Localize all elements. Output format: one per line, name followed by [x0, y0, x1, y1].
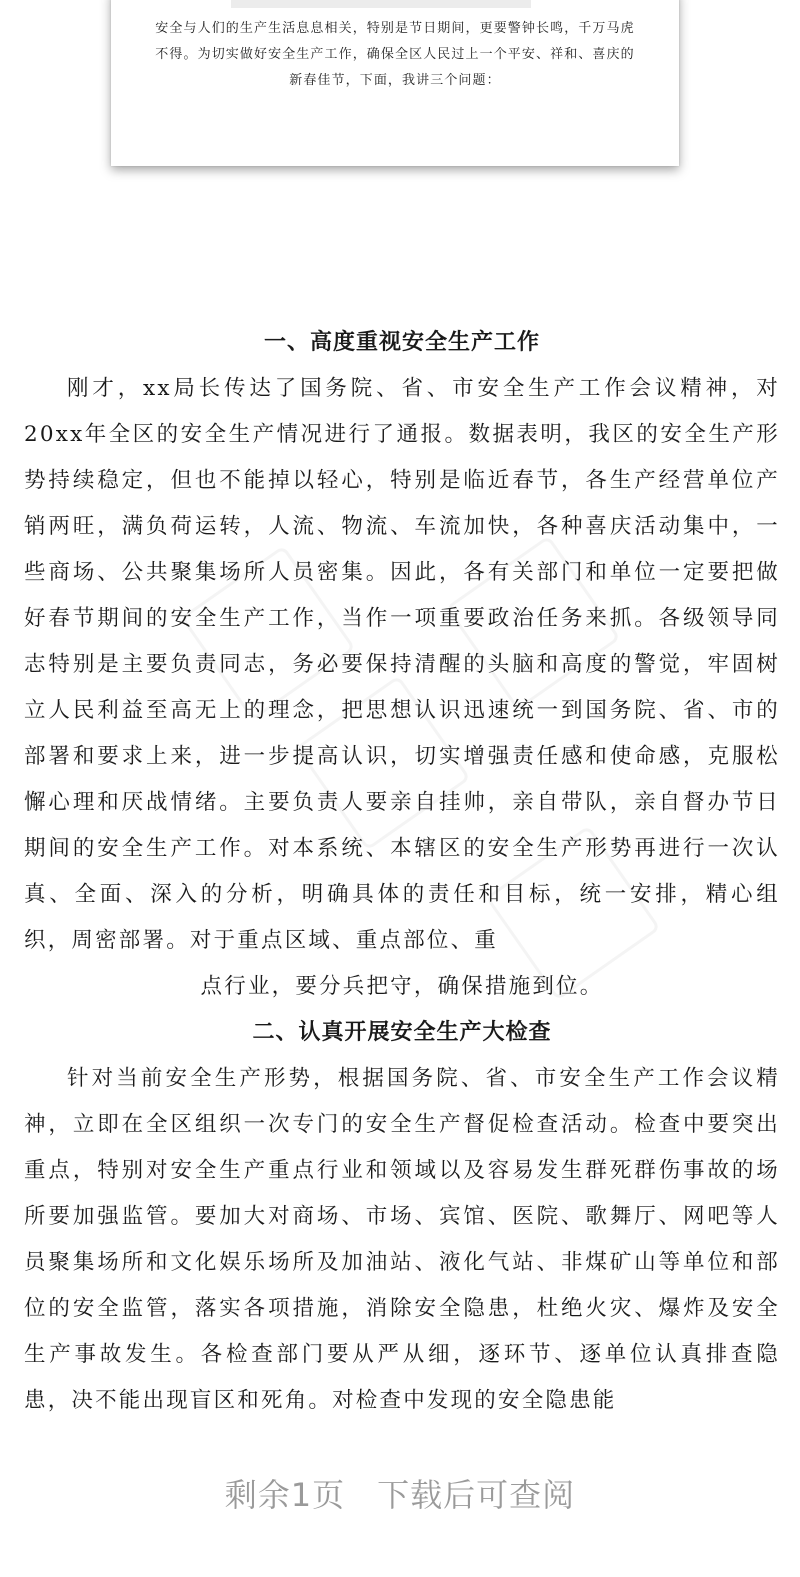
paragraph-text: 刚才，xx局长传达了国务院、省、市安全生产工作会议精神，对20xx年全区的安全生产情况进行了通报。数据表明，我区的安全生产形势持续稳定，但也不能掉以轻心，特别是临近春节，各生产经营单位产销两旺，满负荷运转，人流、物流、车流加快，各种喜庆活动集中，一些商场、公共聚集场所人员密集。因此，各有关部门和单位一定要把做好春节期间的安全生产工作，当作一项重要政治任务来抓。各级领导同志特别是主要负责同志，务必要保持清醒的头脑和高度的警觉，牢固树立人民利益至高无上的理念，把思想认识迅速统一到国务院、省、市的部署和要求上来，进一步提高认识，切实增强责任感和使命感，克服松懈心理和厌战情绪。主要负责人要亲自挂帅，亲自带队，亲自督办节日期间的安全生产工作。对本系统、本辖区的安全生产形势再进行一次认真、全面、深入的分析，明确具体的责任和目标，统一安排，精心组织，周密部署。对于重点区域、重点部位、重 [24, 376, 780, 953]
remaining-pages-label[interactable]: 剩余1页 [224, 1476, 346, 1514]
preview-text: 安全与人们的生产生活息息相关，特别是节日期间，更要警钟长鸣，千万马虎不得。为切实做好安全生产工作，确保全区人民过上一个平安、祥和、喜庆的新春佳节，下面，我讲三个问题： [155, 21, 635, 88]
section-heading: 二、认真开展安全生产大检查 [252, 1020, 552, 1045]
download-to-view-label[interactable]: 下载后可查阅 [377, 1476, 576, 1514]
section-heading: 一、高度重视安全生产工作 [263, 330, 540, 355]
section-paragraph: 针对当前安全生产形势，根据国务院、省、市安全生产工作会议精神，立即在全区组织一次专门的安全生产督促检查活动。检查中要突出重点，特别对安全生产重点行业和领域以及容易发生群死群伤事故的场所要加强监管。要加大对商场、市场、宾馆、医院、歌舞厅、网吧等人员聚集场所和文化娱乐场所及加油站、液化气站、非煤矿山等单位和部位的安全监管，落实各项措施，消除安全隐患，杜绝火灾、爆炸及安全生产事故发生。各检查部门要从严从细，逐环节、逐单位认真排查隐患，决不能出现盲区和死角。对检查中发现的安全隐患能 [24, 1066, 780, 1413]
download-prompt[interactable] [0, 1470, 800, 1516]
document-preview-card [111, 0, 679, 166]
cut-off-line [231, 0, 531, 8]
paragraph-tail: 点行业，要分兵把守，确保措施到位。 [200, 974, 604, 999]
document-body [24, 318, 780, 1424]
section-paragraph [24, 366, 780, 1010]
